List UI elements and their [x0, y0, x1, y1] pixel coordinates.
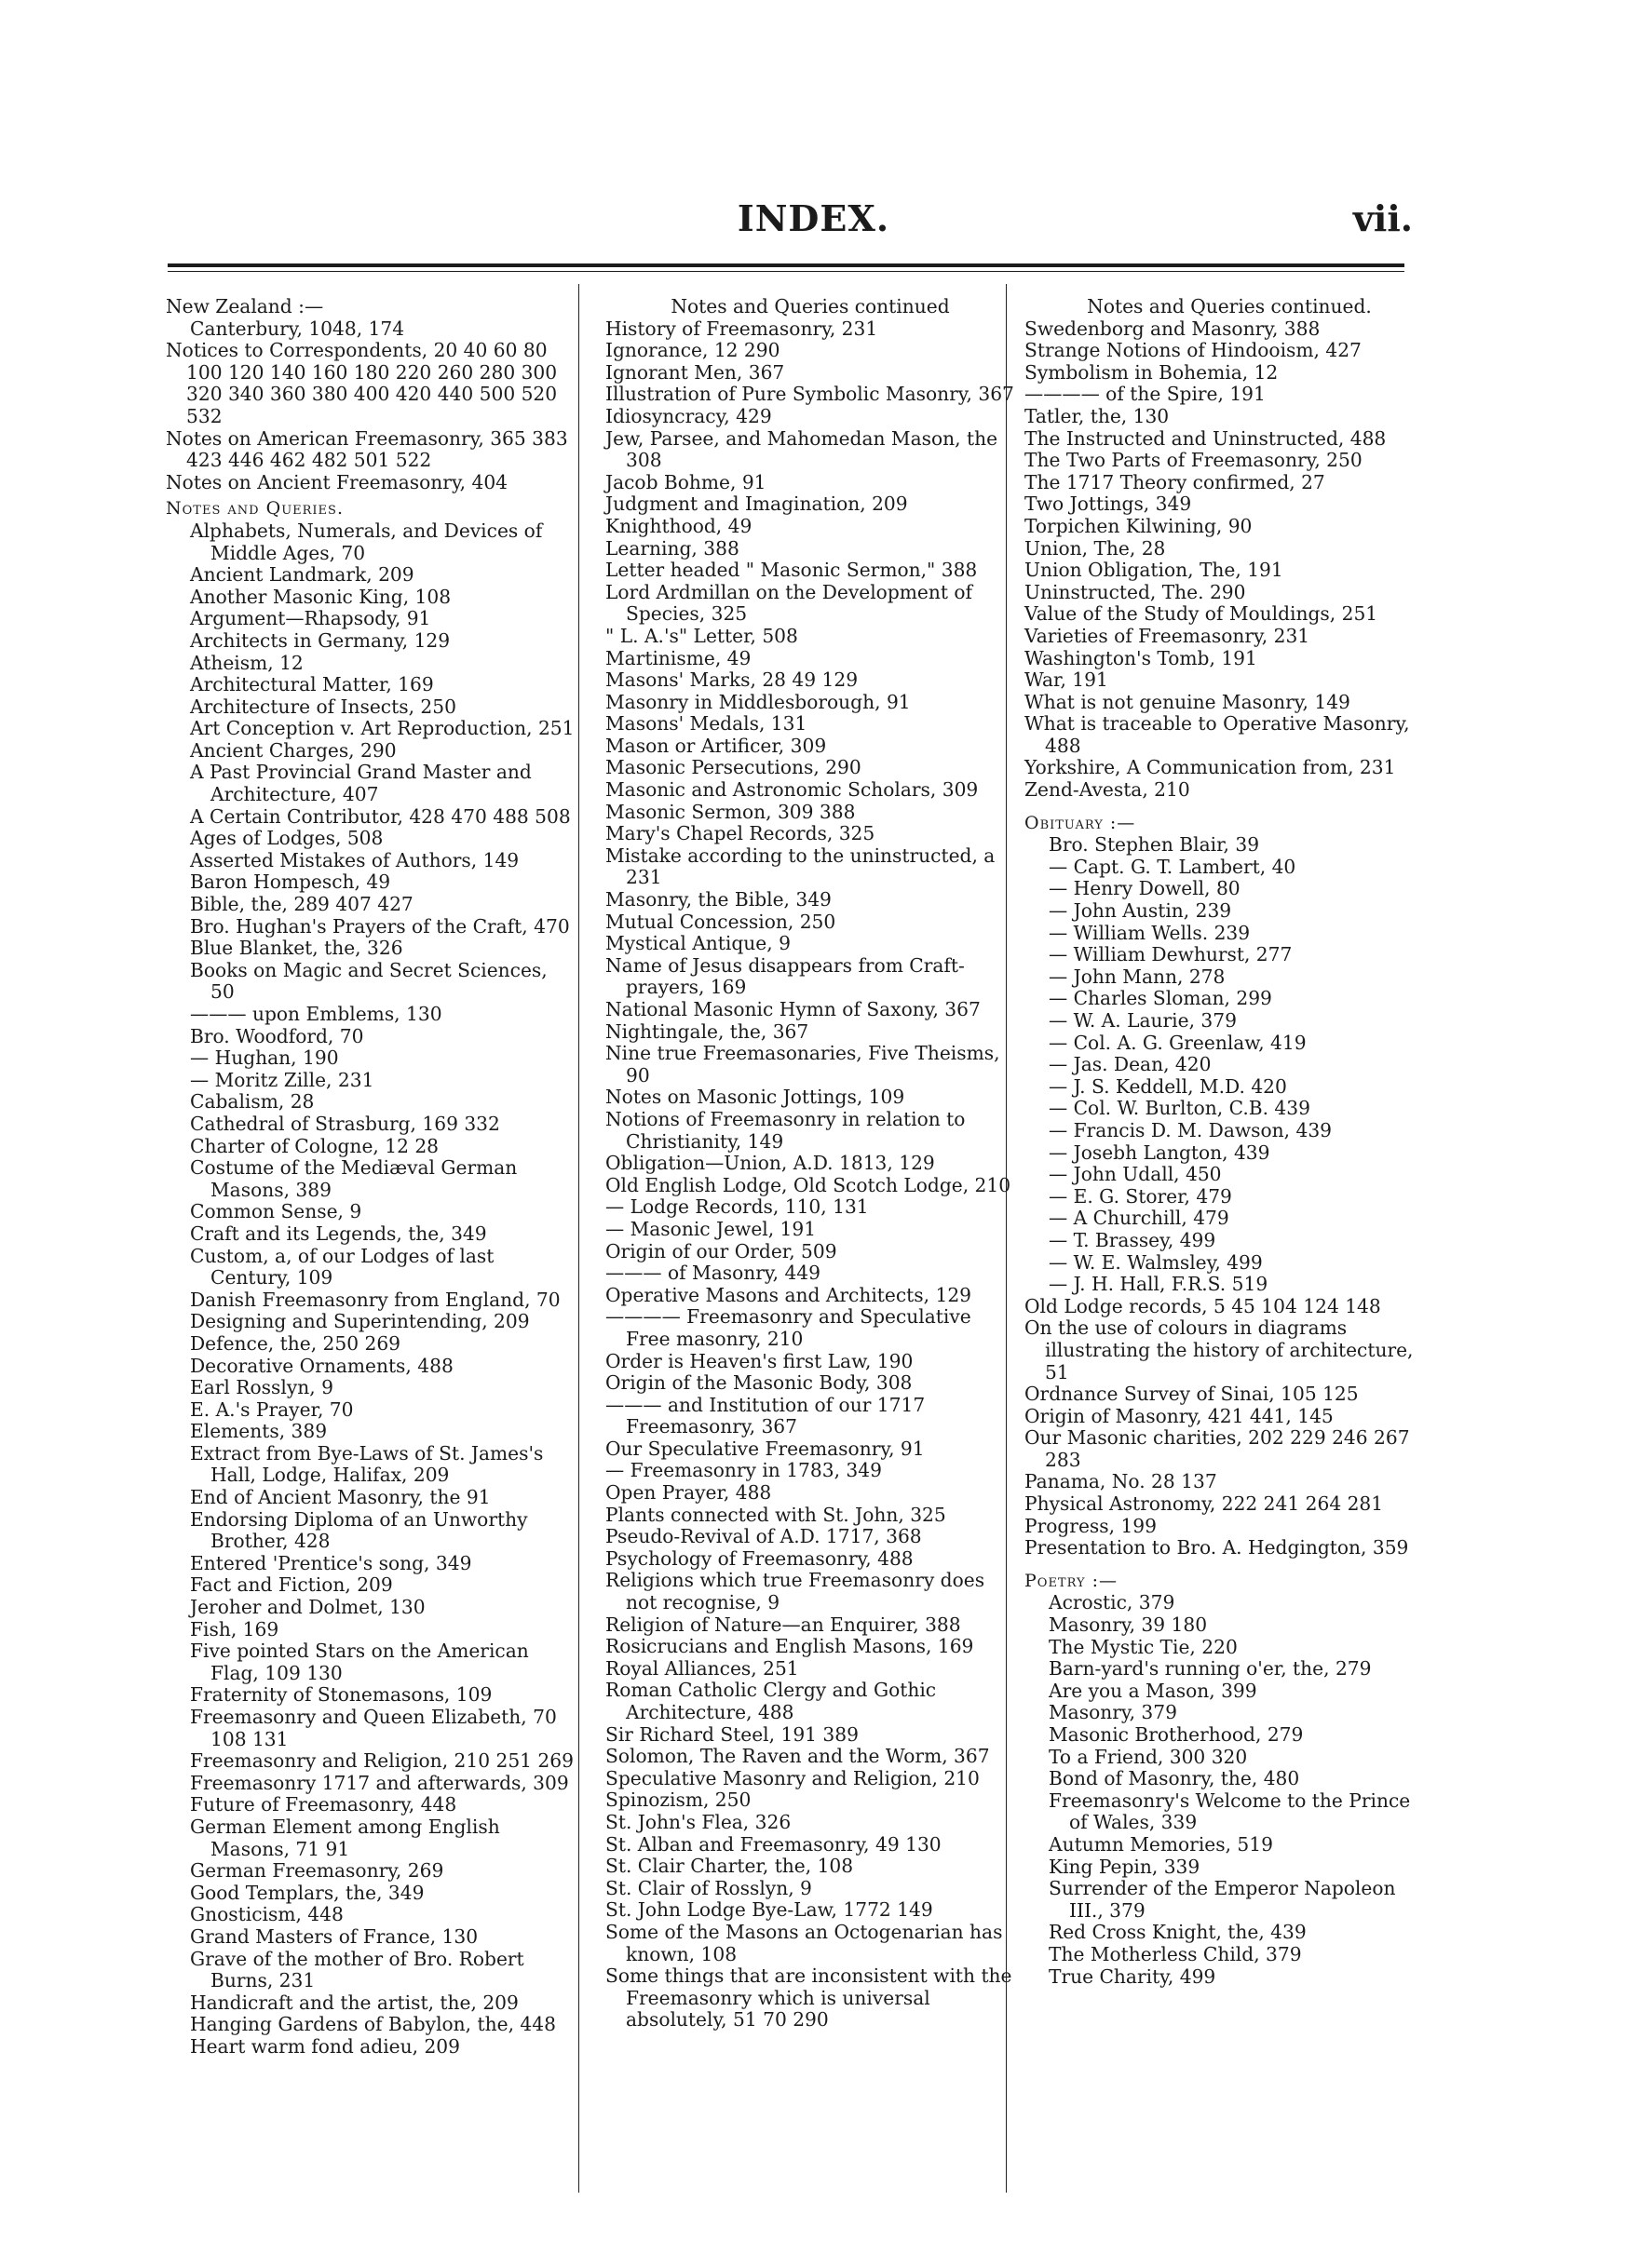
index-entry: The Instructed and Uninstructed, 488 [1024, 426, 1387, 450]
index-entry: " L. A.'s" Letter, 508 [605, 624, 798, 647]
index-entry: Baron Hompesch, 49 [190, 871, 391, 894]
column-divider [578, 284, 579, 2193]
index-entry: Varieties of Freemasonry, 231 [1024, 624, 1310, 647]
index-entry: — Freemasonry in 1783, 349 [605, 1459, 882, 1482]
index-entry: Surrender of the Emperor Napoleon III., 379 [1049, 1877, 1396, 1922]
index-entry: Red Cross Knight, the, 439 [1049, 1921, 1307, 1944]
index-entry: Custom, a, of our Lodges of last Century, 109 [190, 1244, 495, 1289]
index-entry: ——— of Masonry, 449 [605, 1262, 820, 1285]
index-entry: Masons' Medals, 131 [605, 712, 807, 736]
index-entry: Old Lodge records, 5 45 104 124 148 [1024, 1294, 1381, 1317]
index-entry: Name of Jesus disappears from Craft-prayers, 169 [605, 953, 965, 999]
index-entry: Psychology of Freemasonry, 488 [605, 1546, 914, 1570]
index-entry: — T. Brassey, 499 [1049, 1228, 1216, 1251]
index-entry: Zend-Avesta, 210 [1024, 778, 1190, 802]
index-entry: — W. E. Walmsley, 499 [1049, 1250, 1263, 1274]
index-entry: Cathedral of Strasburg, 169 332 [190, 1112, 500, 1135]
index-entry: E. A.'s Prayer, 70 [190, 1397, 354, 1421]
index-entry: Royal Alliances, 251 [605, 1656, 799, 1680]
section-heading: Notes and Queries continued. [1087, 295, 1372, 317]
index-entry: Tatler, the, 130 [1024, 404, 1170, 427]
index-entry: Some of the Masons an Octogenarian has known, 108 [605, 1920, 1003, 1965]
index-entry: — Col. A. G. Greenlaw, 419 [1049, 1031, 1307, 1054]
page-title: INDEX. [737, 197, 890, 239]
index-entry: Mystical Antique, 9 [605, 932, 791, 955]
index-entry: Five pointed Stars on the American Flag, 109 130 [190, 1640, 529, 1684]
index-entry: — John Mann, 278 [1049, 965, 1226, 988]
index-entry: — W. A. Laurie, 379 [1049, 1009, 1237, 1032]
index-entry: National Masonic Hymn of Saxony, 367 [605, 998, 981, 1020]
index-entry: Origin of the Masonic Body, 308 [605, 1371, 913, 1395]
index-entry: Another Masonic King, 108 [190, 585, 452, 608]
index-entry: Common Sense, 9 [190, 1200, 362, 1223]
index-entry: Physical Astronomy, 222 241 264 281 [1024, 1492, 1384, 1516]
index-entry: Argument—Rhapsody, 91 [190, 607, 431, 630]
index-entry: Rosicrucians and English Masons, 169 [605, 1635, 974, 1658]
index-entry: Some things that are inconsistent with the Freemasonry which is universal absolutely, 51 70 290 [605, 1964, 1012, 2032]
index-entry: Washington's Tomb, 191 [1024, 646, 1257, 669]
index-entry: Notes on Masonic Jottings, 109 [605, 1086, 905, 1109]
section-heading: Poetry :— [1024, 1570, 1119, 1591]
index-entry: On the use of colours in diagrams illustrating the history of architecture, 51 [1024, 1316, 1414, 1384]
index-entry: True Charity, 499 [1049, 1964, 1216, 1988]
index-entry: Our Speculative Freemasonry, 91 [605, 1437, 925, 1460]
index-entry: Are you a Mason, 399 [1049, 1679, 1257, 1702]
index-entry: A Certain Contributor, 428 470 488 508 [190, 804, 571, 828]
index-entry: The 1717 Theory confirmed, 27 [1024, 470, 1325, 493]
index-entry: Bond of Masonry, the, 480 [1049, 1767, 1300, 1790]
index-entry: — J. S. Keddell, M.D. 420 [1049, 1074, 1287, 1098]
index-entry: Fact and Fiction, 209 [190, 1573, 393, 1597]
index-entry: Torpichen Kilwining, 90 [1024, 514, 1253, 537]
section-heading: Notes and Queries. [166, 498, 344, 520]
index-entry: King Pepin, 339 [1049, 1855, 1200, 1878]
index-entry: Architects in Germany, 129 [190, 628, 451, 652]
index-entry: What is not genuine Masonry, 149 [1024, 690, 1350, 713]
index-entry: Masonic Persecutions, 290 [605, 756, 861, 779]
index-entry: Art Conception v. Art Reproduction, 251 [190, 717, 575, 740]
index-entry: Uninstructed, The. 290 [1024, 580, 1246, 603]
index-entry: Architecture of Insects, 250 [190, 695, 456, 718]
index-entry: — Capt. G. T. Lambert, 40 [1049, 855, 1296, 878]
index-entry: Freemasonry and Queen Elizabeth, 70 108 131 [190, 1706, 557, 1750]
index-entry: Open Prayer, 488 [605, 1481, 772, 1505]
index-entry: ——— and Institution of our 1717 Freemasonry, 367 [605, 1393, 926, 1438]
index-entry: Pseudo-Revival of A.D. 1717, 368 [605, 1525, 922, 1548]
index-entry: — Col. W. Burlton, C.B. 439 [1049, 1097, 1310, 1120]
index-entry: — Charles Sloman, 299 [1049, 987, 1272, 1010]
index-entry: — Josebh Langton, 439 [1049, 1141, 1270, 1164]
index-entry: Costume of the Mediæval German Masons, 389 [190, 1156, 518, 1201]
index-entry: — A Churchill, 479 [1049, 1207, 1229, 1230]
index-entry: Grave of the mother of Bro. Robert Burns, 231 [190, 1947, 524, 1992]
index-entry: Blue Blanket, the, 326 [190, 937, 403, 960]
index-entry: Decorative Ornaments, 488 [190, 1354, 454, 1377]
index-entry: Obligation—Union, A.D. 1813, 129 [605, 1152, 935, 1175]
section-heading: Notes and Queries continued [671, 295, 950, 317]
index-entry: Strange Notions of Hindooism, 427 [1024, 339, 1362, 362]
index-entry: End of Ancient Masonry, the 91 [190, 1486, 491, 1509]
index-entry: Atheism, 12 [190, 651, 304, 674]
index-entry: St. Alban and Freemasonry, 49 130 [605, 1832, 942, 1856]
index-entry: — John Udall, 450 [1049, 1163, 1222, 1186]
index-entry: Freemasonry and Religion, 210 251 269 [190, 1749, 574, 1773]
index-entry: Operative Masons and Architects, 129 [605, 1283, 972, 1306]
index-entry: Cabalism, 28 [190, 1090, 315, 1114]
index-entry: Handicraft and the artist, the, 209 [190, 1991, 519, 2014]
index-entry: Defence, the, 250 269 [190, 1331, 401, 1355]
index-entry: Ancient Landmark, 209 [190, 563, 414, 587]
index-entry: Bible, the, 289 407 427 [190, 893, 414, 916]
index-entry: Old English Lodge, Old Scotch Lodge, 210 [605, 1173, 1011, 1196]
index-entry: Yorkshire, A Communication from, 231 [1024, 756, 1396, 779]
index-entry: Ignorance, 12 290 [605, 339, 780, 362]
index-entry: Grand Masters of France, 130 [190, 1924, 479, 1948]
page-number: vii. [1352, 197, 1413, 239]
index-entry: Jew, Parsee, and Mahomedan Mason, the 308 [605, 426, 998, 472]
index-entry: Earl Rosslyn, 9 [190, 1376, 333, 1399]
index-column-2 [605, 296, 1015, 2032]
index-entry: Masonic Brotherhood, 279 [1049, 1723, 1304, 1746]
index-entry: Extract from Bye-Laws of St. James's Hall, Lodge, Halifax, 209 [190, 1441, 544, 1487]
index-entry: Ancient Charges, 290 [190, 738, 397, 762]
index-entry: A Past Provincial Grand Master and Architecture, 407 [190, 761, 532, 806]
index-entry: Bro. Woodford, 70 [190, 1024, 364, 1047]
index-entry: Charter of Cologne, 12 28 [190, 1134, 440, 1157]
index-entry: Gnosticism, 448 [190, 1903, 344, 1926]
index-entry: Jacob Bohme, 91 [605, 470, 766, 493]
index-entry: — Jas. Dean, 420 [1049, 1053, 1212, 1076]
index-entry: Sir Richard Steel, 191 389 [605, 1722, 859, 1746]
index-entry: ———— Freemasonry and Speculative Free masonry, 210 [605, 1305, 971, 1350]
index-entry: The Motherless Child, 379 [1049, 1942, 1302, 1965]
index-entry: Canterbury, 1048, 174 [190, 317, 405, 340]
index-entry: Freemasonry's Welcome to the Prince of Wales, 339 [1049, 1789, 1411, 1834]
index-column-1 [166, 296, 576, 2059]
index-entry: Lord Ardmillan on the Development of Species, 325 [605, 580, 972, 626]
index-entry: Notes on American Freemasonry, 365 383 423 446 462 482 501 522 [166, 426, 568, 472]
index-entry: Hanging Gardens of Babylon, the, 448 [190, 2013, 556, 2036]
index-entry: Asserted Mistakes of Authors, 149 [190, 848, 520, 871]
index-entry: St. Clair Charter, the, 108 [605, 1855, 854, 1878]
index-column-3 [1024, 296, 1434, 1988]
index-entry: Mutual Concession, 250 [605, 910, 836, 933]
index-entry: St. John's Flea, 326 [605, 1810, 792, 1833]
index-entry: Origin of our Order, 509 [605, 1239, 837, 1262]
index-entry: — Lodge Records, 110, 131 [605, 1195, 869, 1219]
header-rule [168, 263, 1404, 267]
index-entry: Elements, 389 [190, 1420, 328, 1443]
index-entry: Union Obligation, The, 191 [1024, 559, 1283, 582]
index-entry: The Two Parts of Freemasonry, 250 [1024, 449, 1363, 472]
index-entry: Religion of Nature—an Enquirer, 388 [605, 1613, 961, 1636]
index-entry: Endorsing Diploma of an Unworthy Brother, 428 [190, 1507, 528, 1553]
index-entry: — Henry Dowell, 80 [1049, 877, 1241, 900]
index-entry: Martinisme, 49 [605, 646, 752, 669]
index-entry: War, 191 [1024, 668, 1108, 692]
index-entry: Origin of Masonry, 421 441, 145 [1024, 1404, 1334, 1427]
index-entry: Masons' Marks, 28 49 129 [605, 668, 859, 692]
index-entry: Illustration of Pure Symbolic Masonry, 367 [605, 383, 1014, 406]
index-entry: — E. G. Storer, 479 [1049, 1184, 1232, 1208]
index-entry: Mary's Chapel Records, 325 [605, 822, 875, 845]
index-entry: Jeroher and Dolmet, 130 [190, 1596, 426, 1619]
header-rule-thin [168, 271, 1404, 272]
index-entry: — Masonic Jewel, 191 [605, 1217, 817, 1240]
index-entry: Judgment and Imagination, 209 [605, 493, 908, 516]
index-entry: Masonry, the Bible, 349 [605, 888, 832, 911]
index-entry: Bro. Stephen Blair, 39 [1049, 833, 1260, 857]
index-entry: Learning, 388 [605, 536, 739, 560]
index-entry: Acrostic, 379 [1049, 1591, 1175, 1614]
index-entry: Two Jottings, 349 [1024, 493, 1192, 516]
index-entry: St. Clair of Rosslyn, 9 [605, 1876, 812, 1899]
index-entry: Masonic Sermon, 309 388 [605, 800, 856, 823]
index-entry: Symbolism in Bohemia, 12 [1024, 360, 1279, 384]
index-entry: — Francis D. M. Dawson, 439 [1049, 1118, 1333, 1141]
index-entry: Knighthood, 49 [605, 514, 752, 537]
index-entry: Notions of Freemasonry in relation to Christianity, 149 [605, 1107, 966, 1153]
index-entry: Autumn Memories, 519 [1049, 1832, 1273, 1856]
index-entry: Future of Freemasonry, 448 [190, 1793, 457, 1816]
index-entry: Solomon, The Raven and the Worm, 367 [605, 1745, 990, 1768]
index-entry: Fish, 169 [190, 1617, 279, 1640]
index-entry: Speculative Masonry and Religion, 210 [605, 1766, 980, 1789]
index-entry: Craft and its Legends, the, 349 [190, 1222, 487, 1245]
index-entry: Letter headed " Masonic Sermon," 388 [605, 559, 978, 582]
index-entry: Danish Freemasonry from England, 70 [190, 1288, 561, 1311]
index-entry: Ordnance Survey of Sinai, 105 125 [1024, 1383, 1359, 1406]
index-entry: To a Friend, 300 320 [1049, 1745, 1248, 1768]
index-entry: — William Dewhurst, 277 [1049, 943, 1293, 966]
index-entry: — John Austin, 239 [1049, 899, 1232, 923]
index-entry: Architectural Matter, 169 [190, 673, 434, 696]
index-entry: Books on Magic and Secret Sciences, 50 [190, 958, 548, 1004]
index-entry: Ages of Lodges, 508 [190, 827, 384, 850]
index-entry: Progress, 199 [1024, 1514, 1157, 1537]
index-entry: German Element among English Masons, 71 91 [190, 1815, 500, 1860]
index-entry: Religions which true Freemasonry does not recognise, 9 [605, 1569, 985, 1614]
index-entry: Notices to Correspondents, 20 40 60 80 100 120 140 160 180 220 260 280 300 320 340 360 380 400 420 440 500 520 532 [166, 339, 558, 427]
index-entry: Mason or Artificer, 309 [605, 734, 827, 757]
index-entry: History of Freemasonry, 231 [605, 317, 878, 340]
index-entry: — J. H. Hall, F.R.S. 519 [1049, 1273, 1268, 1296]
index-entry: — William Wells. 239 [1049, 921, 1251, 944]
index-entry: — Hughan, 190 [190, 1046, 339, 1070]
section-heading: Obituary :— [1024, 812, 1136, 833]
index-entry: Masonry, 39 180 [1049, 1613, 1208, 1637]
index-entry: The Mystic Tie, 220 [1049, 1635, 1238, 1658]
index-entry: St. John Lodge Bye-Law, 1772 149 [605, 1898, 933, 1922]
index-entry: Fraternity of Stonemasons, 109 [190, 1683, 493, 1707]
index-entry: Value of the Study of Mouldings, 251 [1024, 602, 1378, 626]
index-entry: Bro. Hughan's Prayers of the Craft, 470 [190, 914, 570, 938]
index-entry: Nine true Freemasonaries, Five Theisms, 90 [605, 1042, 1000, 1087]
index-entry: Mistake according to the uninstructed, a 231 [605, 844, 996, 889]
index-entry: Masonry in Middlesborough, 91 [605, 690, 911, 713]
index-entry: Alphabets, Numerals, and Devices of Middle Ages, 70 [190, 519, 543, 564]
index-entry: ———— of the Spire, 191 [1024, 383, 1266, 406]
index-entry: Our Masonic charities, 202 229 246 267 283 [1024, 1426, 1410, 1471]
index-entry: Panama, No. 28 137 [1024, 1470, 1217, 1493]
index-entry: German Freemasonry, 269 [190, 1859, 444, 1883]
index-entry: Freemasonry 1717 and afterwards, 309 [190, 1771, 569, 1794]
index-entry: Heart warm fond adieu, 209 [190, 2034, 460, 2058]
index-entry: ——— upon Emblems, 130 [190, 1003, 442, 1025]
index-entry: Spinozism, 250 [605, 1789, 752, 1812]
index-entry: Ignorant Men, 367 [605, 360, 785, 384]
index-entry: Masonry, 379 [1049, 1701, 1177, 1724]
index-entry: Barn-yard's running o'er, the, 279 [1049, 1657, 1372, 1681]
index-entry: Masonic and Astronomic Scholars, 309 [605, 778, 979, 802]
index-entry: Good Templars, the, 349 [190, 1881, 425, 1904]
index-entry: Entered 'Prentice's song, 349 [190, 1551, 472, 1574]
index-entry: Union, The, 28 [1024, 536, 1166, 560]
index-entry: Idiosyncracy, 429 [605, 404, 772, 427]
index-entry: — Moritz Zille, 231 [190, 1068, 374, 1091]
index-entry: Plants connected with St. John, 325 [605, 1503, 946, 1526]
index-entry: Presentation to Bro. A. Hedgington, 359 [1024, 1536, 1409, 1559]
index-entry: New Zealand :— [166, 295, 324, 317]
index-entry: Swedenborg and Masonry, 388 [1024, 317, 1321, 340]
index-entry: Nightingale, the, 367 [605, 1019, 809, 1043]
index-entry: Roman Catholic Clergy and Gothic Architecture, 488 [605, 1679, 937, 1723]
index-entry: Order is Heaven's first Law, 190 [605, 1349, 914, 1372]
index-entry: What is traceable to Operative Masonry, 488 [1024, 712, 1410, 757]
index-entry: Notes on Ancient Freemasonry, 404 [166, 470, 508, 493]
index-entry: Designing and Superintending, 209 [190, 1310, 530, 1333]
